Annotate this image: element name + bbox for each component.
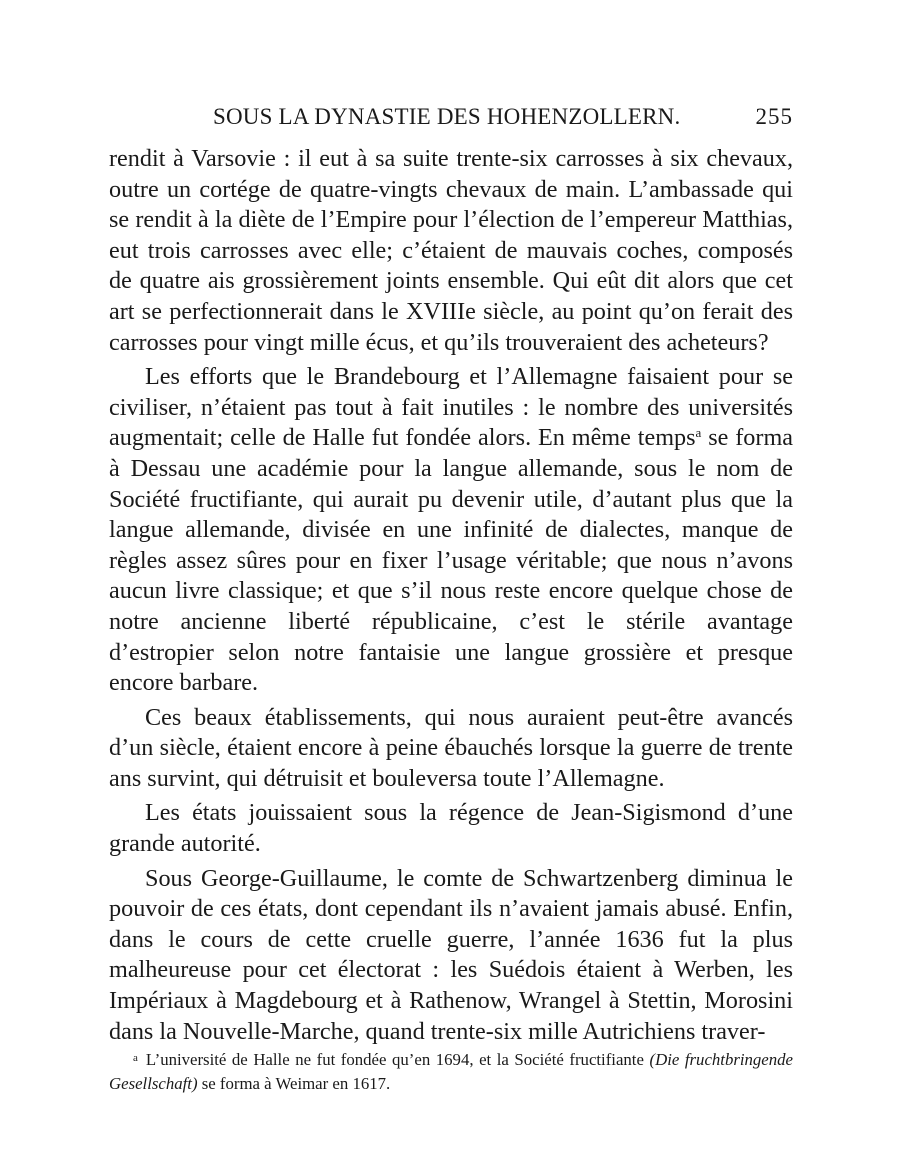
footnote-text-before: L’université de Halle ne fut fondée qu’en 1694, et la Société fructifiante	[145, 1050, 650, 1069]
paragraph-3: Ces beaux établissements, qui nous auraient peut-être avancés d’un siècle, étaient encore à peine ébauchés lorsque la guerre de trente ans survint, qui détruisit et bouleversa toute l’Allemagne.	[109, 703, 793, 792]
page-number: 255	[755, 104, 793, 129]
paragraph-2	[109, 362, 793, 699]
footnote-mark: a	[133, 1052, 138, 1064]
running-title: SOUS LA DYNASTIE DES HOHENZOLLERN.	[213, 104, 681, 129]
paragraph-2-text-after: se forma à Dessau une académie pour la langue allemande, sous le nom de Société fructifiante, qui aurait pu devenir utile, d’autant plus que la langue allemande, divisée en une infinité de dialectes, manque de règles assez sûres pour en fixer l’usage véritable; que nous n’avons aucun livre classique; et que s’il nous reste encore quelque chose de notre ancienne liberté républicaine, c’est le stérile avantage d’estropier selon notre fantaisie une langue grossière et presque encore barbare.	[109, 424, 793, 697]
paragraph-1: rendit à Varsovie : il eut à sa suite trente-six carrosses à six chevaux, outre un cortége de quatre-vingts chevaux de main. L’ambassade qui se rendit à la diète de l’Empire pour l’élection de l’empereur Matthias, eut trois carrosses avec elle; c’étaient de mauvais coches, composés de quatre ais grossièrement joints ensemble. Qui eût dit alors que cet art se perfectionnerait dans le XVIIIe siècle, au point qu’on ferait des carrosses pour vingt mille écus, et qu’ils trouveraient des acheteurs?	[109, 145, 793, 356]
page	[109, 104, 793, 1047]
paragraph-4: Les états jouissaient sous la régence de Jean-Sigismond d’une grande autorité.	[109, 799, 793, 858]
footnote	[109, 1046, 793, 1096]
footnote-reference[interactable]: a	[695, 425, 702, 441]
paragraph-2-text-before: Les efforts que le Brandebourg et l’Allemagne faisaient pour se civiliser, n’étaient pas tout à fait inutiles : le nombre des universités augmentait; celle de Halle fut fondée alors. En même temps	[109, 363, 793, 452]
body-text	[109, 144, 793, 1047]
footnote-text-after: se forma à Weimar en 1617.	[197, 1074, 391, 1093]
footnote-german-title: (Die fruchtbringende Gesellschaft)	[109, 1050, 793, 1093]
paragraph-5: Sous George-Guillaume, le comte de Schwartzenberg diminua le pouvoir de ces états, dont cependant ils n’avaient jamais abusé. Enfin, dans le cours de cette cruelle guerre, l’année 1636 fut la plus malheureuse pour cet électorat : les Suédois étaient à Werben, les Impériaux à Magdebourg et à Rathenow, Wrangel à Stettin, Morosini dans la Nouvelle-Marche, quand trente-six mille Autrichiens traver-	[109, 864, 793, 1045]
running-header	[109, 104, 793, 138]
